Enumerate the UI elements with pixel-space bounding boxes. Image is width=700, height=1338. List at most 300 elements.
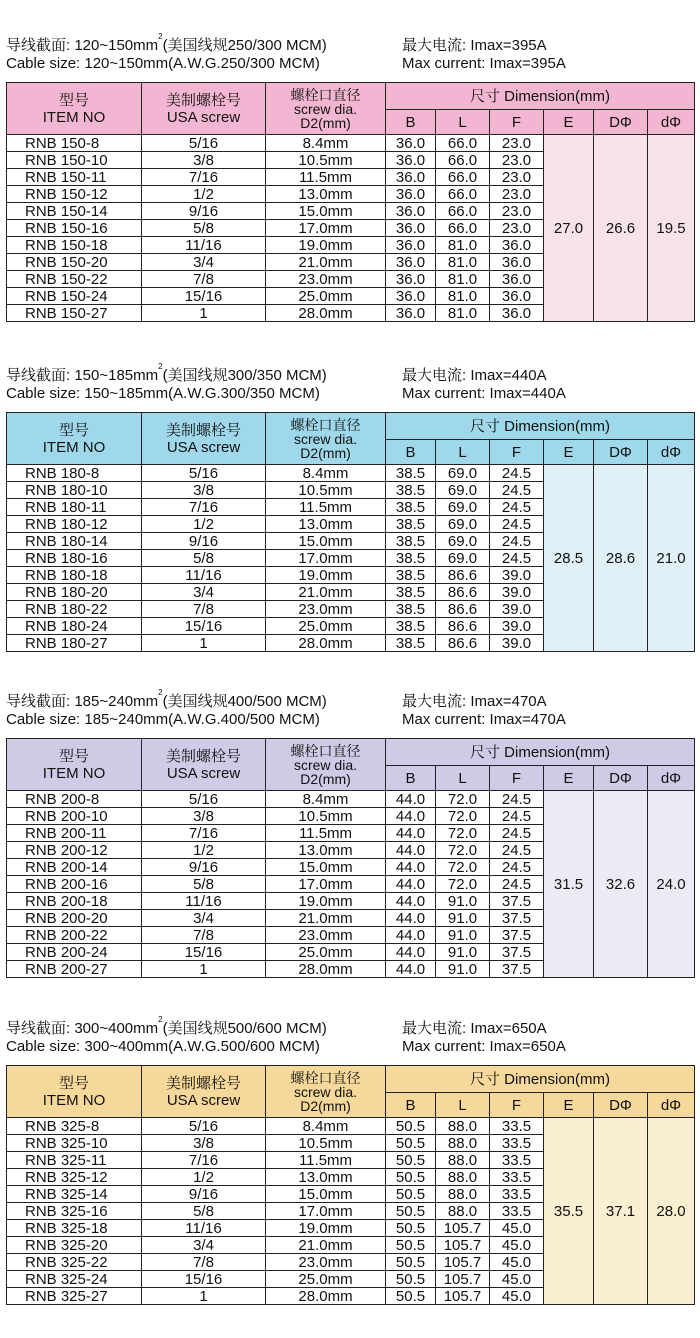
usa-screw-cell: 5/16	[142, 465, 266, 482]
l-cell: 69.0	[436, 516, 490, 533]
usa-screw-cell: 1	[142, 1288, 266, 1305]
screw-dia-cell: 10.5mm	[266, 808, 386, 825]
e-value: 31.5	[544, 791, 594, 978]
cable-size-cn	[6, 364, 327, 385]
max-current-en: Max current: Imax=470A	[402, 711, 566, 728]
superscript: 2	[158, 32, 163, 41]
header-small-d-phi: dΦ	[648, 766, 695, 791]
header-dia-cn: 螺栓口直径	[290, 1069, 361, 1086]
e-value: 28.5	[544, 465, 594, 652]
header-item-en: ITEM NO	[42, 438, 106, 456]
max-current-cn: 最大电流: Imax=440A	[402, 367, 547, 384]
item-no-cell: RNB 180-8	[7, 465, 142, 482]
item-no-cell: RNB 150-24	[7, 288, 142, 305]
l-cell: 105.7	[436, 1288, 490, 1305]
header-d-phi: DΦ	[594, 110, 648, 135]
b-cell: 36.0	[386, 203, 436, 220]
f-cell: 45.0	[490, 1288, 544, 1305]
b-cell: 50.5	[386, 1186, 436, 1203]
usa-screw-cell: 1/2	[142, 1169, 266, 1186]
screw-dia-cell: 17.0mm	[266, 876, 386, 893]
screw-dia-cell: 10.5mm	[266, 152, 386, 169]
item-no-cell: RNB 180-16	[7, 550, 142, 567]
spec-section	[0, 30, 700, 355]
usa-screw-cell: 11/16	[142, 893, 266, 910]
header-f: F	[490, 110, 544, 135]
item-no-cell: RNB 150-11	[7, 169, 142, 186]
usa-screw-cell: 1/2	[142, 516, 266, 533]
screw-dia-cell: 11.5mm	[266, 169, 386, 186]
header-usa-screw	[142, 83, 266, 135]
b-cell: 44.0	[386, 927, 436, 944]
l-cell: 72.0	[436, 825, 490, 842]
table-row	[7, 791, 695, 808]
usa-screw-cell: 15/16	[142, 618, 266, 635]
screw-dia-cell: 21.0mm	[266, 1237, 386, 1254]
item-no-cell: RNB 200-11	[7, 825, 142, 842]
f-cell: 33.5	[490, 1118, 544, 1135]
header-b: B	[386, 440, 436, 465]
big-d-phi-value: 28.6	[594, 465, 648, 652]
header-item-no	[7, 739, 142, 791]
header-usa-screw	[142, 1066, 266, 1118]
item-no-cell: RNB 325-16	[7, 1203, 142, 1220]
b-cell: 50.5	[386, 1152, 436, 1169]
usa-screw-cell: 9/16	[142, 859, 266, 876]
b-cell: 50.5	[386, 1271, 436, 1288]
section-header	[0, 686, 700, 734]
item-no-cell: RNB 150-12	[7, 186, 142, 203]
item-no-cell: RNB 200-14	[7, 859, 142, 876]
usa-screw-cell: 7/8	[142, 1254, 266, 1271]
table-row	[7, 465, 695, 482]
b-cell: 36.0	[386, 169, 436, 186]
screw-dia-cell: 17.0mm	[266, 550, 386, 567]
item-no-cell: RNB 150-10	[7, 152, 142, 169]
section-header	[0, 30, 700, 78]
screw-dia-cell: 15.0mm	[266, 859, 386, 876]
header-dia-en: screw dia.	[293, 1083, 358, 1100]
l-cell: 91.0	[436, 961, 490, 978]
cable-size-cn-text: 导线截面: 150~185mm	[6, 367, 159, 384]
f-cell: 39.0	[490, 567, 544, 584]
f-cell: 24.5	[490, 516, 544, 533]
screw-dia-cell: 21.0mm	[266, 254, 386, 271]
cable-size-cn	[6, 1017, 327, 1038]
spec-section	[0, 686, 700, 1011]
f-cell: 24.5	[490, 825, 544, 842]
header-item-no	[7, 413, 142, 465]
usa-screw-cell: 15/16	[142, 288, 266, 305]
item-no-cell: RNB 200-24	[7, 944, 142, 961]
header-l: L	[436, 110, 490, 135]
b-cell: 50.5	[386, 1254, 436, 1271]
small-d-phi-value: 21.0	[648, 465, 695, 652]
header-screw-cn: 美制螺栓号	[165, 1074, 241, 1092]
screw-dia-cell: 23.0mm	[266, 1254, 386, 1271]
item-no-cell: RNB 200-10	[7, 808, 142, 825]
header-l: L	[436, 440, 490, 465]
screw-dia-cell: 19.0mm	[266, 237, 386, 254]
usa-screw-cell: 3/4	[142, 584, 266, 601]
item-no-cell: RNB 150-22	[7, 271, 142, 288]
cable-size-cn	[6, 34, 327, 55]
cable-size-en: Cable size: 185~240mm(A.W.G.400/500 MCM)	[6, 711, 320, 728]
max-current-cn: 最大电流: Imax=395A	[402, 37, 547, 54]
header-screw-dia	[266, 413, 386, 465]
e-value: 27.0	[544, 135, 594, 322]
b-cell: 38.5	[386, 465, 436, 482]
spec-table	[6, 82, 695, 322]
usa-screw-cell: 15/16	[142, 944, 266, 961]
l-cell: 69.0	[436, 533, 490, 550]
f-cell: 24.5	[490, 550, 544, 567]
header-screw-cn: 美制螺栓号	[165, 747, 241, 765]
f-cell: 45.0	[490, 1254, 544, 1271]
item-no-cell: RNB 325-11	[7, 1152, 142, 1169]
header-item-no	[7, 1066, 142, 1118]
f-cell: 23.0	[490, 169, 544, 186]
item-no-cell: RNB 180-20	[7, 584, 142, 601]
screw-dia-cell: 15.0mm	[266, 203, 386, 220]
header-e: E	[544, 440, 594, 465]
f-cell: 23.0	[490, 220, 544, 237]
usa-screw-cell: 1/2	[142, 842, 266, 859]
b-cell: 44.0	[386, 876, 436, 893]
cable-size-en: Cable size: 300~400mm(A.W.G.500/600 MCM)	[6, 1038, 320, 1055]
l-cell: 72.0	[436, 791, 490, 808]
item-no-cell: RNB 200-20	[7, 910, 142, 927]
l-cell: 86.6	[436, 618, 490, 635]
f-cell: 33.5	[490, 1169, 544, 1186]
b-cell: 50.5	[386, 1220, 436, 1237]
f-cell: 24.5	[490, 533, 544, 550]
table-row	[7, 135, 695, 152]
header-item-en: ITEM NO	[42, 108, 106, 126]
header-dia-d2: D2(mm)	[300, 114, 351, 131]
header-e: E	[544, 766, 594, 791]
max-current-en: Max current: Imax=395A	[402, 55, 566, 72]
l-cell: 81.0	[436, 305, 490, 322]
item-no-cell: RNB 180-22	[7, 601, 142, 618]
l-cell: 86.6	[436, 635, 490, 652]
l-cell: 91.0	[436, 944, 490, 961]
usa-screw-cell: 3/8	[142, 1135, 266, 1152]
usa-screw-cell: 7/16	[142, 825, 266, 842]
screw-dia-cell: 21.0mm	[266, 584, 386, 601]
item-no-cell: RNB 325-14	[7, 1186, 142, 1203]
cable-size-en: Cable size: 120~150mm(A.W.G.250/300 MCM)	[6, 55, 320, 72]
header-screw-dia	[266, 83, 386, 135]
usa-screw-cell: 1	[142, 961, 266, 978]
l-cell: 86.6	[436, 601, 490, 618]
f-cell: 24.5	[490, 482, 544, 499]
b-cell: 44.0	[386, 859, 436, 876]
l-cell: 66.0	[436, 135, 490, 152]
f-cell: 23.0	[490, 152, 544, 169]
f-cell: 37.5	[490, 961, 544, 978]
item-no-cell: RNB 180-10	[7, 482, 142, 499]
l-cell: 88.0	[436, 1135, 490, 1152]
screw-dia-cell: 19.0mm	[266, 567, 386, 584]
b-cell: 44.0	[386, 825, 436, 842]
header-l: L	[436, 1093, 490, 1118]
awg-cn-text: (美国线规400/500 MCM)	[162, 693, 327, 710]
header-f: F	[490, 1093, 544, 1118]
screw-dia-cell: 23.0mm	[266, 601, 386, 618]
l-cell: 72.0	[436, 859, 490, 876]
b-cell: 50.5	[386, 1203, 436, 1220]
item-no-cell: RNB 325-8	[7, 1118, 142, 1135]
usa-screw-cell: 3/8	[142, 152, 266, 169]
item-no-cell: RNB 180-24	[7, 618, 142, 635]
l-cell: 66.0	[436, 169, 490, 186]
f-cell: 24.5	[490, 842, 544, 859]
l-cell: 88.0	[436, 1186, 490, 1203]
e-value: 35.5	[544, 1118, 594, 1305]
f-cell: 24.5	[490, 859, 544, 876]
header-e: E	[544, 110, 594, 135]
f-cell: 36.0	[490, 305, 544, 322]
b-cell: 36.0	[386, 254, 436, 271]
item-no-cell: RNB 325-18	[7, 1220, 142, 1237]
b-cell: 44.0	[386, 910, 436, 927]
f-cell: 33.5	[490, 1152, 544, 1169]
b-cell: 38.5	[386, 550, 436, 567]
b-cell: 38.5	[386, 584, 436, 601]
f-cell: 37.5	[490, 910, 544, 927]
table-row	[7, 1118, 695, 1135]
max-current-en: Max current: Imax=440A	[402, 385, 566, 402]
cable-size-en: Cable size: 150~185mm(A.W.G.300/350 MCM)	[6, 385, 320, 402]
item-no-cell: RNB 150-20	[7, 254, 142, 271]
b-cell: 50.5	[386, 1135, 436, 1152]
b-cell: 38.5	[386, 499, 436, 516]
screw-dia-cell: 25.0mm	[266, 944, 386, 961]
l-cell: 69.0	[436, 465, 490, 482]
usa-screw-cell: 7/16	[142, 169, 266, 186]
cable-size-cn-text: 导线截面: 120~150mm	[6, 37, 159, 54]
screw-dia-cell: 11.5mm	[266, 1152, 386, 1169]
usa-screw-cell: 5/8	[142, 1203, 266, 1220]
usa-screw-cell: 3/8	[142, 808, 266, 825]
header-item-cn: 型号	[58, 91, 89, 109]
screw-dia-cell: 25.0mm	[266, 288, 386, 305]
b-cell: 36.0	[386, 152, 436, 169]
header-b: B	[386, 1093, 436, 1118]
screw-dia-cell: 28.0mm	[266, 961, 386, 978]
f-cell: 24.5	[490, 465, 544, 482]
l-cell: 105.7	[436, 1237, 490, 1254]
big-d-phi-value: 32.6	[594, 791, 648, 978]
f-cell: 37.5	[490, 927, 544, 944]
screw-dia-cell: 28.0mm	[266, 1288, 386, 1305]
item-no-cell: RNB 200-8	[7, 791, 142, 808]
header-dia-d2: D2(mm)	[300, 444, 351, 461]
b-cell: 38.5	[386, 533, 436, 550]
usa-screw-cell: 11/16	[142, 1220, 266, 1237]
header-dia-d2: D2(mm)	[300, 1097, 351, 1114]
usa-screw-cell: 3/4	[142, 254, 266, 271]
l-cell: 66.0	[436, 186, 490, 203]
section-header	[0, 1013, 700, 1061]
b-cell: 50.5	[386, 1237, 436, 1254]
b-cell: 36.0	[386, 288, 436, 305]
header-screw-dia	[266, 1066, 386, 1118]
screw-dia-cell: 8.4mm	[266, 135, 386, 152]
screw-dia-cell: 28.0mm	[266, 305, 386, 322]
header-dia-en: screw dia.	[293, 430, 358, 447]
usa-screw-cell: 1/2	[142, 186, 266, 203]
item-no-cell: RNB 200-27	[7, 961, 142, 978]
header-item-en: ITEM NO	[42, 1091, 106, 1109]
item-no-cell: RNB 180-14	[7, 533, 142, 550]
screw-dia-cell: 28.0mm	[266, 635, 386, 652]
b-cell: 44.0	[386, 893, 436, 910]
l-cell: 88.0	[436, 1118, 490, 1135]
screw-dia-cell: 17.0mm	[266, 1203, 386, 1220]
l-cell: 105.7	[436, 1220, 490, 1237]
cable-size-cn-text: 导线截面: 185~240mm	[6, 693, 159, 710]
l-cell: 81.0	[436, 288, 490, 305]
item-no-cell: RNB 180-27	[7, 635, 142, 652]
header-f: F	[490, 766, 544, 791]
header-f: F	[490, 440, 544, 465]
spec-table	[6, 738, 695, 978]
screw-dia-cell: 10.5mm	[266, 1135, 386, 1152]
b-cell: 44.0	[386, 961, 436, 978]
b-cell: 38.5	[386, 567, 436, 584]
l-cell: 81.0	[436, 254, 490, 271]
usa-screw-cell: 1	[142, 305, 266, 322]
awg-cn-text: (美国线规250/300 MCM)	[162, 37, 327, 54]
header-dia-cn: 螺栓口直径	[290, 742, 361, 759]
screw-dia-cell: 17.0mm	[266, 220, 386, 237]
b-cell: 36.0	[386, 220, 436, 237]
header-screw-en: USA screw	[166, 108, 241, 126]
item-no-cell: RNB 150-8	[7, 135, 142, 152]
b-cell: 36.0	[386, 237, 436, 254]
l-cell: 91.0	[436, 927, 490, 944]
screw-dia-cell: 11.5mm	[266, 825, 386, 842]
item-no-cell: RNB 200-16	[7, 876, 142, 893]
usa-screw-cell: 7/8	[142, 927, 266, 944]
item-no-cell: RNB 180-18	[7, 567, 142, 584]
usa-screw-cell: 11/16	[142, 567, 266, 584]
header-small-d-phi: dΦ	[648, 440, 695, 465]
superscript: 2	[158, 1015, 163, 1024]
header-item-en: ITEM NO	[42, 764, 106, 782]
awg-cn-text: (美国线规300/350 MCM)	[162, 367, 327, 384]
l-cell: 69.0	[436, 550, 490, 567]
item-no-cell: RNB 150-27	[7, 305, 142, 322]
header-item-cn: 型号	[58, 747, 89, 765]
screw-dia-cell: 19.0mm	[266, 1220, 386, 1237]
usa-screw-cell: 7/16	[142, 499, 266, 516]
item-no-cell: RNB 200-12	[7, 842, 142, 859]
l-cell: 105.7	[436, 1271, 490, 1288]
screw-dia-cell: 8.4mm	[266, 465, 386, 482]
l-cell: 69.0	[436, 499, 490, 516]
header-dia-cn: 螺栓口直径	[290, 416, 361, 433]
item-no-cell: RNB 325-22	[7, 1254, 142, 1271]
max-current-en: Max current: Imax=650A	[402, 1038, 566, 1055]
f-cell: 39.0	[490, 635, 544, 652]
f-cell: 23.0	[490, 203, 544, 220]
f-cell: 45.0	[490, 1271, 544, 1288]
b-cell: 38.5	[386, 618, 436, 635]
l-cell: 91.0	[436, 893, 490, 910]
f-cell: 39.0	[490, 618, 544, 635]
header-l: L	[436, 766, 490, 791]
header-dimension: 尺寸 Dimension(mm)	[386, 413, 695, 440]
max-current-cn: 最大电流: Imax=470A	[402, 693, 547, 710]
l-cell: 81.0	[436, 237, 490, 254]
f-cell: 36.0	[490, 237, 544, 254]
l-cell: 105.7	[436, 1254, 490, 1271]
item-no-cell: RNB 150-14	[7, 203, 142, 220]
big-d-phi-value: 37.1	[594, 1118, 648, 1305]
screw-dia-cell: 21.0mm	[266, 910, 386, 927]
b-cell: 38.5	[386, 482, 436, 499]
usa-screw-cell: 5/16	[142, 791, 266, 808]
item-no-cell: RNB 325-12	[7, 1169, 142, 1186]
usa-screw-cell: 9/16	[142, 533, 266, 550]
header-screw-cn: 美制螺栓号	[165, 421, 241, 439]
b-cell: 38.5	[386, 601, 436, 618]
f-cell: 45.0	[490, 1237, 544, 1254]
b-cell: 44.0	[386, 808, 436, 825]
header-item-cn: 型号	[58, 421, 89, 439]
b-cell: 44.0	[386, 944, 436, 961]
f-cell: 33.5	[490, 1186, 544, 1203]
usa-screw-cell: 7/16	[142, 1152, 266, 1169]
screw-dia-cell: 23.0mm	[266, 927, 386, 944]
item-no-cell: RNB 200-22	[7, 927, 142, 944]
item-no-cell: RNB 325-24	[7, 1271, 142, 1288]
spec-table	[6, 412, 695, 652]
screw-dia-cell: 13.0mm	[266, 1169, 386, 1186]
item-no-cell: RNB 325-27	[7, 1288, 142, 1305]
header-dimension: 尺寸 Dimension(mm)	[386, 83, 695, 110]
screw-dia-cell: 13.0mm	[266, 842, 386, 859]
l-cell: 66.0	[436, 220, 490, 237]
f-cell: 23.0	[490, 135, 544, 152]
l-cell: 66.0	[436, 152, 490, 169]
f-cell: 36.0	[490, 254, 544, 271]
l-cell: 86.6	[436, 567, 490, 584]
header-item-cn: 型号	[58, 1074, 89, 1092]
item-no-cell: RNB 150-18	[7, 237, 142, 254]
header-screw-en: USA screw	[166, 764, 241, 782]
header-dia-d2: D2(mm)	[300, 770, 351, 787]
section-header	[0, 360, 700, 408]
header-usa-screw	[142, 739, 266, 791]
screw-dia-cell: 10.5mm	[266, 482, 386, 499]
b-cell: 36.0	[386, 271, 436, 288]
header-dia-en: screw dia.	[293, 100, 358, 117]
item-no-cell: RNB 150-16	[7, 220, 142, 237]
f-cell: 23.0	[490, 186, 544, 203]
b-cell: 36.0	[386, 305, 436, 322]
superscript: 2	[158, 688, 163, 697]
small-d-phi-value: 19.5	[648, 135, 695, 322]
b-cell: 44.0	[386, 842, 436, 859]
usa-screw-cell: 5/16	[142, 135, 266, 152]
usa-screw-cell: 5/16	[142, 1118, 266, 1135]
header-screw-cn: 美制螺栓号	[165, 91, 241, 109]
spec-section	[0, 1013, 700, 1338]
